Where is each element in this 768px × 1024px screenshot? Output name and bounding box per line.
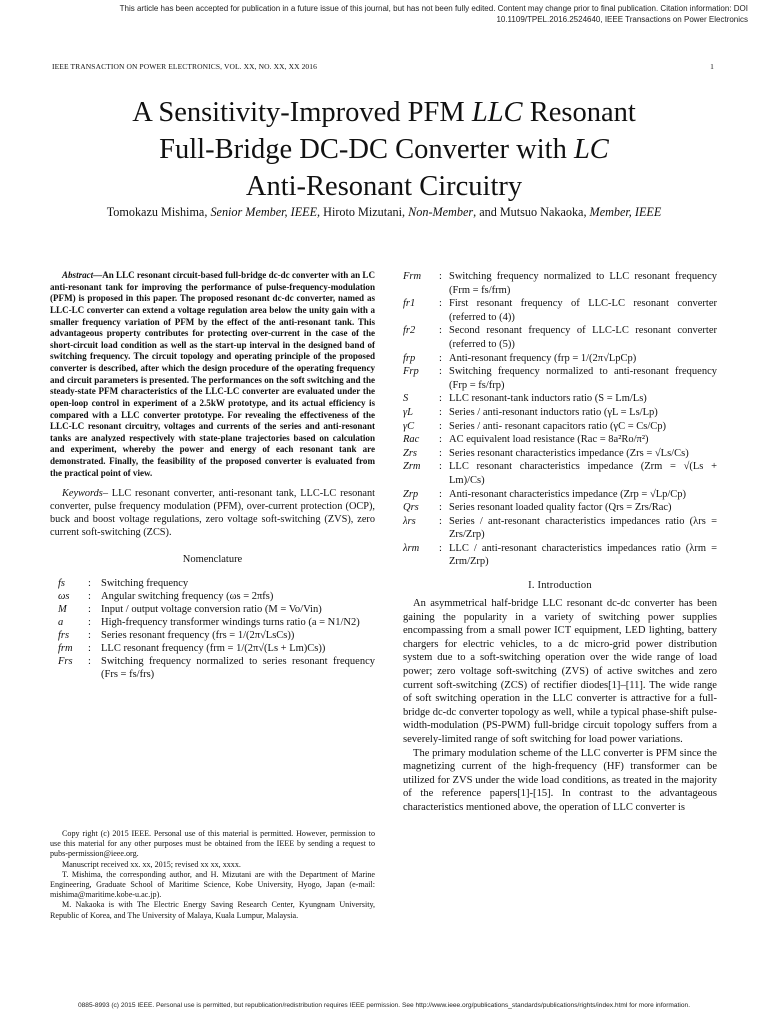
nomenclature-item bbox=[403, 420, 717, 434]
author-2-role: Non-Member bbox=[408, 205, 474, 219]
nomenclature-colon: : bbox=[439, 488, 442, 500]
nomenclature-item bbox=[403, 392, 717, 406]
nomenclature-symbol: λrs bbox=[403, 515, 416, 527]
nomenclature-symbol: λrm bbox=[403, 542, 420, 554]
nomenclature-colon: : bbox=[88, 630, 91, 642]
nomenclature-definition: LLC resonant-tank inductors ratio (S = Lm/Ls) bbox=[449, 393, 647, 405]
nomenclature-heading: Nomenclature bbox=[182, 554, 243, 566]
nomenclature-symbol: γC bbox=[403, 420, 415, 432]
nomenclature-item bbox=[403, 460, 717, 487]
nomenclature-symbol: Rac bbox=[403, 434, 420, 446]
title-line3: Anti-Resonant Circuitry bbox=[245, 171, 523, 202]
nomenclature-definition: LLC resonant frequency (frm = 1/(2π√(Ls + Lm)Cs)) bbox=[101, 643, 326, 655]
nomenclature-definition: Switching frequency normalized to series resonant frequency (Frs = fs/frs) bbox=[101, 656, 375, 681]
nomenclature-symbol: fr1 bbox=[403, 298, 416, 310]
nomenclature-item bbox=[403, 365, 717, 392]
nomenclature-symbol: M bbox=[58, 604, 67, 616]
nomenclature-symbol: frm bbox=[58, 643, 73, 655]
abstract-label: Abstract bbox=[62, 270, 94, 280]
nomenclature-list-left bbox=[50, 577, 375, 681]
nomenclature-definition: Switching frequency normalized to LLC resonant frequency (Frm = fs/frm) bbox=[449, 271, 717, 296]
author-2: Hiroto Mizutani, bbox=[320, 205, 409, 219]
keywords-label: Keywords bbox=[62, 488, 103, 500]
nomenclature-definition: Switching frequency normalized to anti-resonant frequency (Frp = fs/frp) bbox=[449, 366, 717, 391]
nomenclature-item bbox=[403, 515, 717, 542]
nomenclature-definition: Series resonant characteristics impedance (Zrs = √Ls/Cs) bbox=[449, 447, 689, 459]
nomenclature-definition: Anti-resonant characteristics impedance (Zrp = √Lp/Cp) bbox=[449, 488, 687, 500]
nomenclature-definition: Series / ant-resonant characteristics impedances ratio (λrs = Zrs/Zrp) bbox=[449, 515, 717, 541]
author-list bbox=[20, 205, 748, 220]
nomenclature-list-right bbox=[403, 270, 717, 569]
nomenclature-colon: : bbox=[88, 617, 91, 629]
nomenclature-symbol: fs bbox=[58, 578, 66, 590]
journal-name: IEEE TRANSACTION ON POWER ELECTRONICS, VOL. XX, NO. XX, XX 2016 bbox=[52, 62, 317, 71]
page-number: 1 bbox=[710, 62, 714, 71]
title-line2-prefix: Full-Bridge DC-DC Converter with bbox=[159, 134, 574, 165]
nomenclature-colon: : bbox=[439, 271, 442, 282]
section-heading-introduction: I. Introduction bbox=[528, 580, 592, 592]
nomenclature-colon: : bbox=[439, 352, 442, 364]
nomenclature-definition: Series resonant loaded quality factor (Qrs = Zrs/Rac) bbox=[449, 502, 672, 514]
nomenclature-colon: : bbox=[439, 406, 442, 418]
nomenclature-definition: AC equivalent load resistance (Rac = 8a²Ro/π²) bbox=[449, 434, 649, 446]
nomenclature-colon: : bbox=[439, 447, 442, 459]
nomenclature-item bbox=[50, 655, 375, 681]
title-line1-math: LLC bbox=[471, 97, 523, 128]
nomenclature-colon: : bbox=[439, 502, 442, 514]
journal-notice: This article has been accepted for publication in a future issue of this journal, but has not been fully edited. Content may change prior to final publication. Citation information: DOI 10.1109/TPEL.2016.2524640, IEEE Transactions on Power Electronics bbox=[119, 4, 748, 24]
title-line2-math: LC bbox=[573, 134, 609, 165]
nomenclature-item bbox=[50, 590, 375, 603]
nomenclature-item bbox=[403, 433, 717, 447]
nomenclature-symbol: γL bbox=[403, 406, 413, 418]
intro-paragraph-1: An asymmetrical half-bridge LLC resonant dc-dc converter has been gaining the popularity in a variety of switching power supplies encompassing from a small power ICT equipment, LED lighting, battery chargers for electric vehicles, to a dc micro-grid power distribution system due to a soft-switching operation over the wide range of load power; zero voltage soft-switching (ZVS) of active switches and zero current soft-switching (ZCS) of rectifier diodes[1]–[11]. The wide range of soft switching operation in the LLC converter is attractive for a full-bridge dc-dc converter topology as well, while a typical phase-shift pulse-width-modulation (PS-PWM) full-bridge circuit topology suffers from a severely-limited range of soft switching for load power variations. bbox=[403, 598, 717, 745]
author-3: , and Mutsuo Nakaoka, bbox=[473, 205, 590, 219]
nomenclature-symbol: frs bbox=[58, 630, 70, 642]
nomenclature-item bbox=[403, 488, 717, 502]
title-line1-suffix: Resonant bbox=[522, 97, 636, 128]
right-column bbox=[403, 270, 717, 815]
nomenclature-item bbox=[403, 270, 717, 297]
nomenclature-definition: Series / anti- resonant capacitors ratio (γC = Cs/Cp) bbox=[449, 420, 667, 432]
author-3-role: Member, IEEE bbox=[589, 205, 662, 219]
nomenclature-symbol: Frp bbox=[403, 366, 419, 378]
running-head bbox=[52, 62, 714, 71]
nomenclature-definition: Series / anti-resonant inductors ratio (γL = Ls/Lp) bbox=[449, 406, 658, 418]
nomenclature-colon: : bbox=[88, 578, 91, 590]
author-1: Tomokazu Mishima, bbox=[106, 205, 211, 219]
nomenclature-colon: : bbox=[439, 325, 442, 337]
nomenclature-definition: Angular switching frequency (ωs = 2πfs) bbox=[101, 591, 274, 603]
nomenclature-item bbox=[403, 542, 717, 569]
nomenclature-item bbox=[50, 629, 375, 642]
copyright-footer: 0885-8993 (c) 2015 IEEE. Personal use is permitted, but republication/redistribution requires IEEE permission. See http://www.ieee.org/publications_standards/publications/rights/index.html for more information. bbox=[77, 1002, 691, 1009]
nomenclature-colon: : bbox=[88, 591, 91, 603]
title-line1-prefix: A Sensitivity-Improved PFM bbox=[132, 97, 472, 128]
nomenclature-item bbox=[50, 642, 375, 655]
nomenclature-colon: : bbox=[439, 298, 442, 310]
intro-paragraph-2: The primary modulation scheme of the LLC converter is PFM since the magnetizing current of the high-frequency (HF) transformer can be utilized for ZVS under the wide load conditions, as treated in the majority of the reference papers[1]-[15]. In contrast to the advantageous characteristics mentioned above, the operation of LLC converter is bbox=[403, 747, 717, 813]
nomenclature-definition: Series resonant frequency (frs = 1/(2π√LsCs)) bbox=[101, 630, 295, 642]
nomenclature-symbol: Zrm bbox=[403, 461, 421, 473]
nomenclature-colon: : bbox=[439, 420, 442, 432]
nomenclature-definition: First resonant frequency of LLC-LC resonant converter (referred to (4)) bbox=[449, 298, 717, 323]
nomenclature-symbol: Frs bbox=[58, 656, 73, 668]
left-column bbox=[50, 270, 375, 681]
nomenclature-colon: : bbox=[439, 393, 442, 405]
nomenclature-symbol: Zrs bbox=[403, 447, 418, 459]
nomenclature-colon: : bbox=[439, 461, 442, 473]
nomenclature-item bbox=[50, 577, 375, 590]
paper-title bbox=[40, 94, 728, 205]
nomenclature-colon: : bbox=[439, 515, 442, 527]
nomenclature-symbol: frp bbox=[403, 352, 416, 364]
nomenclature-colon: : bbox=[439, 366, 442, 378]
nomenclature-symbol: Zrp bbox=[403, 488, 419, 500]
nomenclature-item bbox=[403, 324, 717, 351]
nomenclature-colon: : bbox=[439, 434, 442, 446]
footnote-paragraph: Manuscript received xx. xx, 2015; revised xx xx, xxxx. bbox=[62, 859, 241, 869]
abstract-text: —An LLC resonant circuit-based full-bridge dc-dc converter with an LC anti-resonant tank for improving the performance of pulse-frequency-modulation (PFM) is proposed in this paper. The proposed resonant dc-dc converter, named as LLC-LC converter can extend a voltage regulation area below the unity gain with a smaller frequency variation of PFM by the effect of the anti-resonant tank. This advantageous property contributes for protecting over-current in the case of the short-circuit load condition as well as the start-up interval in the designed band of switching frequency. The circuit topology and operating principle of the proposed converter is described, after which the design procedure of the operating frequency and circuit parameters is presented. The performances on the soft switching and the steady-state PFM characteristics of the LLC-LC converter are evaluated under the open-loop control in experiment of a 2.5kW prototype, and its actual efficiency is compared with a LLC converter prototype. For revealing the effectiveness of the LLC-LC resonant circuitry, voltages and currents of the series and anti-resonant tanks are analyzed respectively with state-plane trajectories based on calculation and experiment, whereby the power and energy of each resonant tank are demonstrated. Finally, the feasibility of the proposed converter is evaluated from the practical point of view. bbox=[50, 270, 375, 478]
nomenclature-colon: : bbox=[439, 542, 442, 554]
nomenclature-symbol: S bbox=[403, 393, 409, 405]
footnotes bbox=[50, 829, 375, 921]
nomenclature-item bbox=[403, 352, 717, 366]
nomenclature-definition: Switching frequency bbox=[101, 578, 189, 590]
nomenclature-symbol: Qrs bbox=[403, 502, 419, 514]
nomenclature-symbol: Frm bbox=[403, 271, 422, 282]
footnote-paragraph: Copy right (c) 2015 IEEE. Personal use of this material is permitted. However, permission to use this material for any other purposes must be obtained from the IEEE by sending a request to pubs-permission@ieee.org. bbox=[50, 829, 375, 859]
nomenclature-symbol: ωs bbox=[58, 591, 70, 603]
nomenclature-item bbox=[403, 447, 717, 461]
nomenclature-definition: Anti-resonant frequency (frp = 1/(2π√LpCp) bbox=[449, 352, 637, 364]
keywords-text: – LLC resonant converter, anti-resonant tank, LLC-LC resonant converter, pulse frequency modulation (PFM), over-current protection (OCP), buck and boost voltage regulations, zero voltage soft-switching (ZVS), zero current soft-switching (ZCS). bbox=[50, 488, 375, 539]
author-1-role: Senior Member, IEEE, bbox=[210, 205, 321, 219]
nomenclature-item bbox=[50, 603, 375, 616]
nomenclature-definition: High-frequency transformer windings turns ratio (a = N1/N2) bbox=[101, 617, 360, 629]
nomenclature-colon: : bbox=[88, 643, 91, 655]
nomenclature-symbol: a bbox=[58, 617, 64, 629]
nomenclature-symbol: fr2 bbox=[403, 325, 416, 337]
nomenclature-item bbox=[403, 501, 717, 515]
footnote-paragraph: M. Nakaoka is with The Electric Energy Saving Research Center, Kyungnam University, Republic of Korea, and The University of Malaya, Kuala Lumpur, Malaysia. bbox=[50, 900, 375, 920]
nomenclature-definition: LLC / anti-resonant characteristics impedances ratio (λrm = Zrm/Zrp) bbox=[449, 542, 717, 568]
footnote-paragraph: T. Mishima, the corresponding author, and H. Mizutani are with the Department of Marine Engineering, Graduate School of Maritime Science, Kobe University, Hyogo, Japan (e-mail: mishima@maritime.kobe-u.ac.jp). bbox=[50, 869, 375, 900]
nomenclature-item bbox=[403, 297, 717, 324]
nomenclature-definition: Second resonant frequency of LLC-LC resonant converter (referred to (5)) bbox=[449, 325, 717, 350]
nomenclature-colon: : bbox=[88, 604, 91, 616]
nomenclature-definition: LLC resonant characteristics impedance (Zrm = √(Ls + Lm)/Cs) bbox=[449, 461, 717, 486]
abstract bbox=[50, 270, 375, 479]
nomenclature-definition: Input / output voltage conversion ratio (M = Vo/Vin) bbox=[101, 604, 322, 616]
nomenclature-item bbox=[403, 406, 717, 420]
nomenclature-item bbox=[50, 616, 375, 629]
nomenclature-colon: : bbox=[88, 656, 91, 668]
keywords bbox=[50, 487, 375, 539]
